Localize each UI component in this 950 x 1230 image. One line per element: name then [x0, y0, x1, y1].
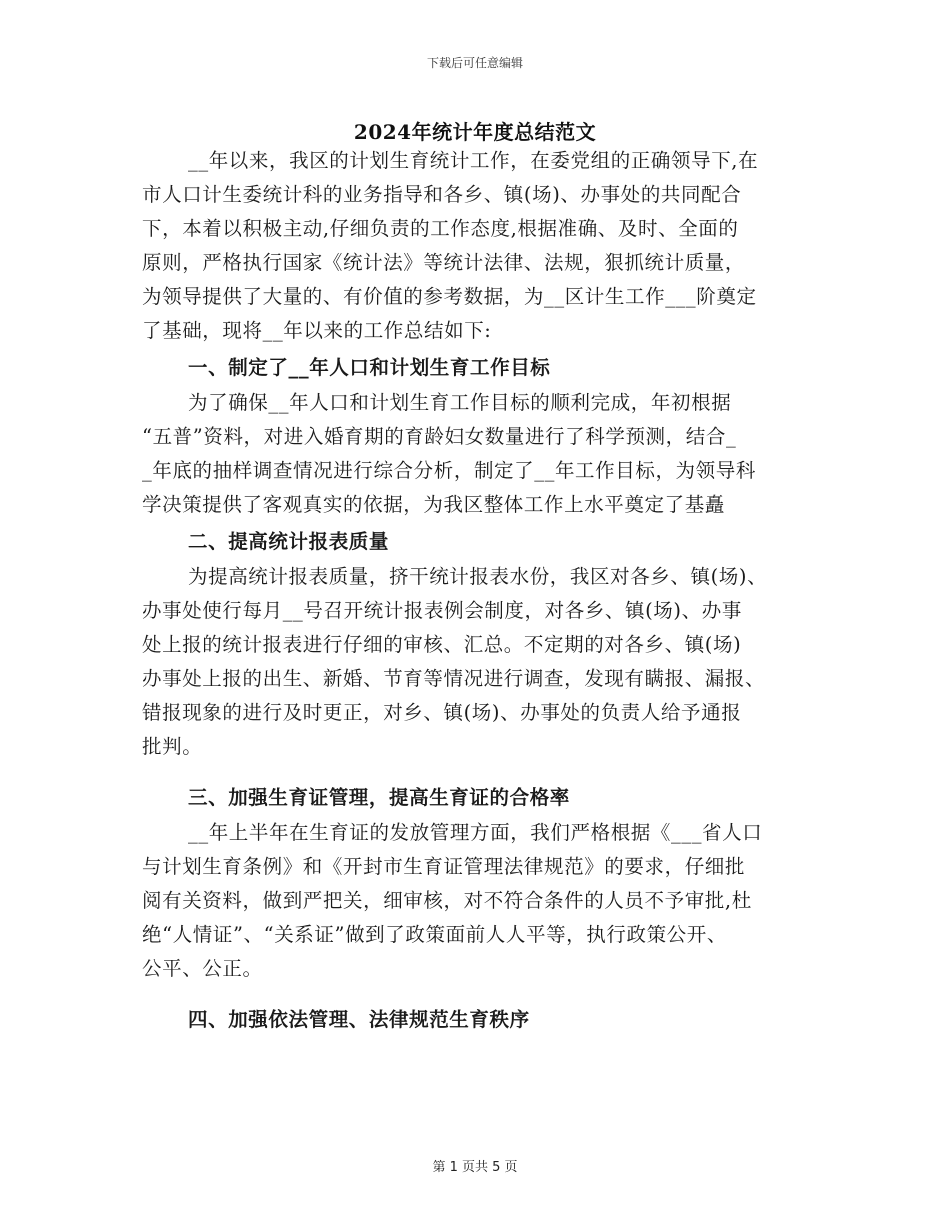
intro-line: __年以来，我区的计划生育统计工作，在委党组的正确领导下,在: [188, 149, 759, 172]
document-title: 2024年统计年度总结范文: [353, 120, 597, 144]
section-3-line: __年上半年在生育证的发放管理方面，我们严格根据《___省人口: [188, 821, 763, 844]
section-heading-2: 二、提高统计报表质量: [188, 530, 390, 553]
page-header: 下载后可任意编辑: [426, 56, 523, 70]
section-1-line: _年底的抽样调查情况进行综合分析，制定了__年工作目标，为领导科: [142, 459, 756, 482]
section-3-line: 阅有关资料，做到严把关，细审核，对不符合条件的人员不予审批,杜: [142, 889, 752, 912]
section-3-line: 公平、公正。: [142, 957, 263, 980]
intro-line: 市人口计生委统计科的业务指导和各乡、镇(场)、办事处的共同配合: [142, 183, 742, 206]
document-body: [142, 144, 812, 1038]
section-2-line: 办事处上报的出生、新婚、节育等情况进行调查，发现有瞒报、漏报、: [142, 667, 766, 690]
section-2-line: 为提高统计报表质量，挤干统计报表水份，我区对各乡、镇(场)、: [188, 565, 768, 588]
section-3-line: 绝“人情证”、“关系证”做到了政策面前人人平等，执行政策公开、: [142, 923, 727, 946]
section-2-line: 办事处使行每月__号召开统计报表例会制度，对各乡、镇(场)、办事: [142, 599, 742, 622]
section-heading-4: 四、加强依法管理、法律规范生育秩序: [188, 1008, 530, 1031]
section-2-line: 处上报的统计报表进行仔细的审核、汇总。不定期的对各乡、镇(场): [142, 633, 742, 656]
intro-line: 下，本着以积极主动,仔细负责的工作态度,根据准确、及时、全面的: [142, 217, 739, 240]
section-3-line: 与计划生育条例》和《开封市生育证管理法律规范》的要求，仔细批: [142, 855, 746, 878]
section-1-line: “五普”资料，对进入婚育期的育龄妇女数量进行了科学预测，结合_: [142, 425, 737, 448]
section-heading-3: 三、加强生育证管理，提高生育证的合格率: [188, 786, 570, 809]
section-1-line: 学决策提供了客观真实的依据，为我区整体工作上水平奠定了基矗: [142, 493, 725, 516]
section-2-line: 错报现象的进行及时更正，对乡、镇(场)、办事处的负责人给予通报: [142, 701, 742, 724]
intro-line: 为领导提供了大量的、有价值的参考数据，为__区计生工作___阶奠定: [142, 285, 757, 308]
section-heading-1: 一、制定了__年人口和计划生育工作目标: [188, 356, 551, 379]
intro-line: 了基础，现将__年以来的工作总结如下:: [142, 319, 492, 342]
section-2-line: 批判。: [142, 735, 203, 758]
page-footer: 第 1 页共 5 页: [432, 1160, 518, 1175]
intro-line: 原则，严格执行国家《统计法》等统计法律、法规，狠抓统计质量，: [142, 251, 746, 274]
section-1-line: 为了确保__年人口和计划生育工作目标的顺利完成，年初根据: [188, 391, 732, 414]
